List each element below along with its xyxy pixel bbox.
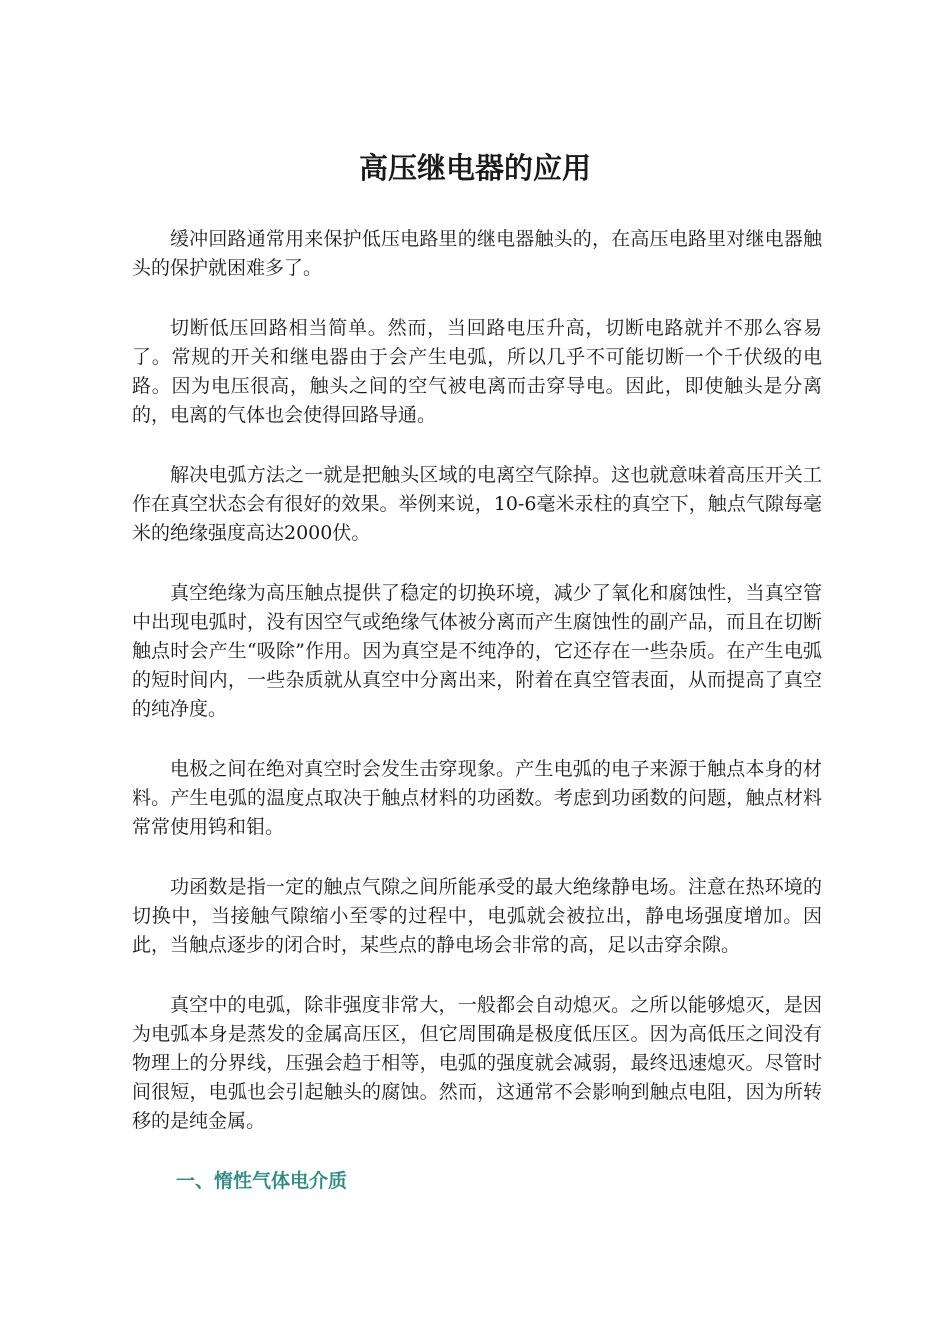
document-body [132, 225, 822, 1196]
paragraph-6: 功函数是指一定的触点气隙之间所能承受的最大绝缘静电场。注意在热环境的切换中，当接触气隙缩小至零的过程中，电弧就会被拉出，静电场强度增加。因此，当触点逐步的闭合时，某些点的静电场会非常的高，足以击穿余隙。 [132, 876, 822, 956]
paragraph-7: 真空中的电弧，除非强度非常大，一般都会自动熄灭。之所以能够熄灭，是因为电弧本身是蒸发的金属高压区，但它周围确是极度低压区。因为高低压之间没有物理上的分界线，压强会趋于相等，电弧的强度就会减弱，最终迅速熄灭。尽管时间很短，电弧也会引起触头的腐蚀。然而，这通常不会影响到触点电阻，因为所转移的是纯金属。 [132, 994, 822, 1132]
paragraph-4: 真空绝缘为高压触点提供了稳定的切换环境，减少了氧化和腐蚀性，当真空管中出现电弧时，没有因空气或绝缘气体被分离而产生腐蚀性的副产品，而且在切断触点时会产生“吸除”作用。因为真空是不纯净的，它还存在一些杂质。在产生电弧的短时间内，一些杂质就从真空中分离出来，附着在真空管表面，从而提高了真空的纯净度。 [132, 582, 822, 720]
document-title: 高压继电器的应用 [358, 151, 591, 185]
paragraph-5: 电极之间在绝对真空时会发生击穿现象。产生电弧的电子来源于触点本身的材料。产生电弧的温度点取决于触点材料的功函数。考虑到功函数的问题，触点材料常常使用钨和钼。 [132, 758, 822, 838]
paragraph-2: 切断低压回路相当简单。然而，当回路电压升高，切断电路就并不那么容易了。常规的开关和继电器由于会产生电弧，所以几乎不可能切断一个千伏级的电路。因为电压很高，触头之间的空气被电离而击穿导电。因此，即使触头是分离的，电离的气体也会使得回路导通。 [132, 317, 822, 426]
paragraph-1: 缓冲回路通常用来保护低压电路里的继电器触头的，在高压电路里对继电器触头的保护就困难多了。 [132, 228, 822, 279]
section-heading: 一、惰性气体电介质 [176, 1170, 348, 1192]
paragraph-3: 解决电弧方法之一就是把触头区域的电离空气除掉。这也就意味着高压开关工作在真空状态会有很好的效果。举例来说，10-6毫米汞柱的真空下，触点气隙每毫米的绝缘强度高达2000伏。 [132, 464, 822, 544]
